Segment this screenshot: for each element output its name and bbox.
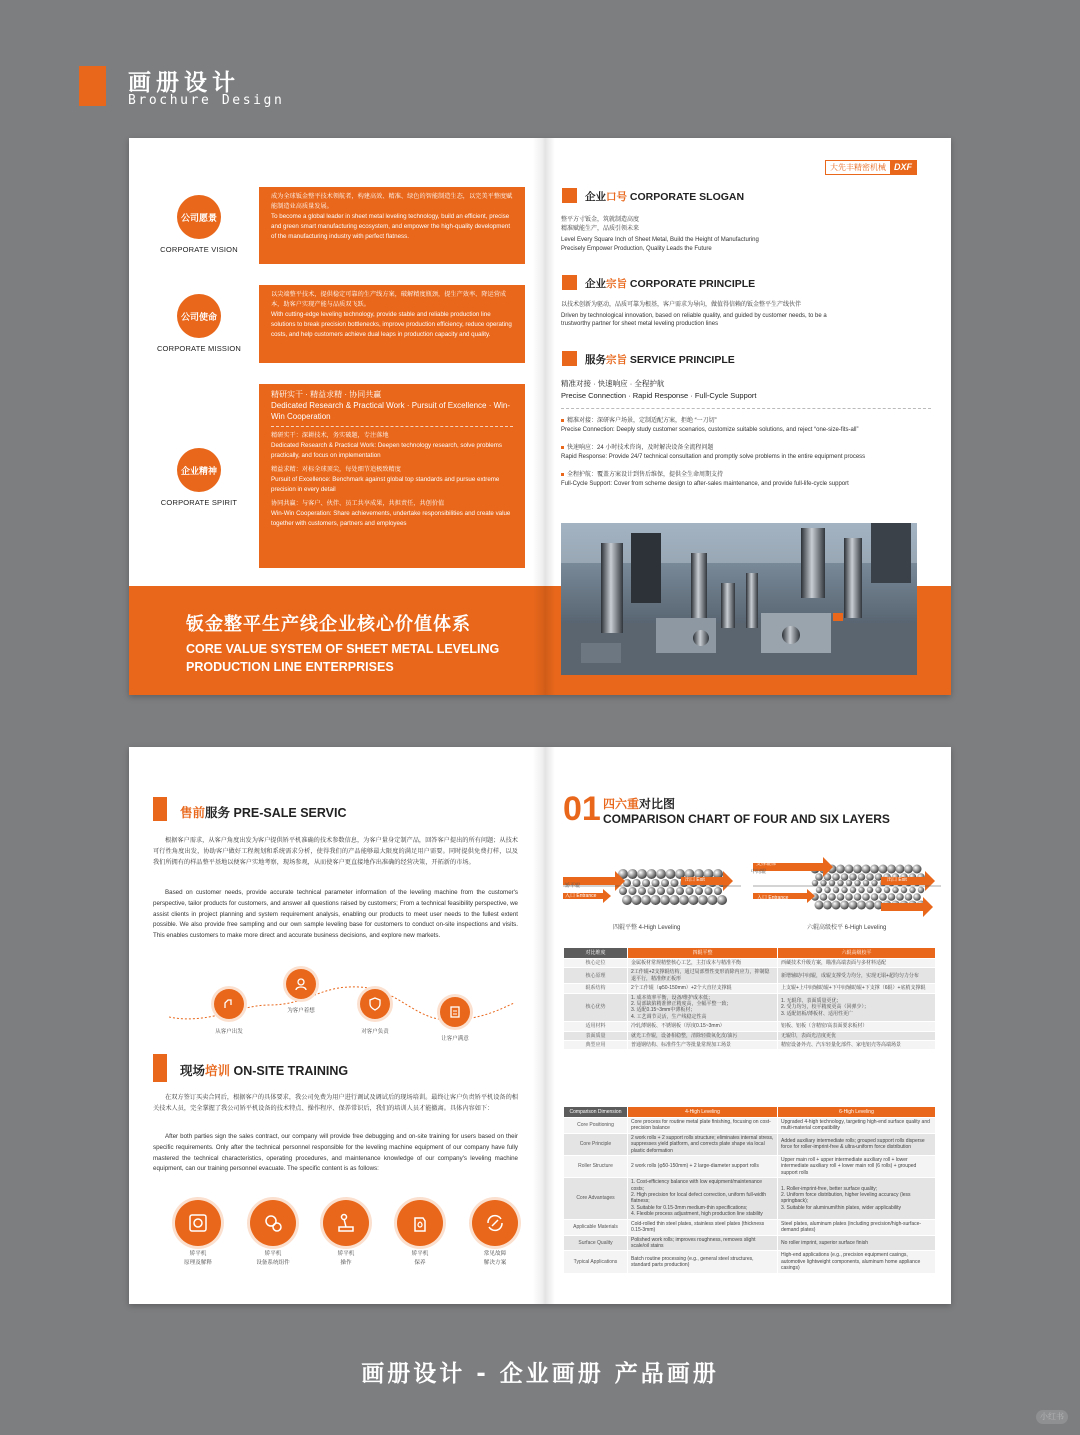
spirit-item-cn: 精研实干：深耕技术，务实破题，专注落地 [271,432,389,439]
roller-ball [905,893,913,901]
slogan-title-b: 口号 [606,191,627,203]
training-item-line1: 矫平机 [264,1251,282,1257]
roller-ball [845,865,854,874]
roller-ball [622,895,632,905]
table-header: 对比维度 [564,948,628,959]
table-cell: Surface Quality [564,1235,628,1251]
step-icon [360,989,390,1019]
training-square-icon [153,1054,167,1082]
bullet-icon [561,419,564,422]
step-label: 对客户负责 [361,1029,389,1035]
principle-title-a: 企业 [585,278,606,290]
spirit-head-cn: 精研实干 · 精益求精 · 协同共赢 [271,390,382,399]
slogan-title-a: 企业 [585,191,606,203]
roller-ball [892,887,898,893]
presale-title-b: 服务 [205,806,231,820]
spirit-head-en: Dedicated Research & Practical Work · Pursuit of Excellence · Win-Win Cooperation [271,401,511,421]
footer-caption: 画册设计 - 企业画册 产品画册 [361,1361,719,1387]
roller-ball [866,873,874,881]
table-cell: High-end applications (e.g., precision equipment casings, automotive lightweight components, aluminum home appliance casings) [778,1251,936,1273]
spirit-divider [271,426,513,427]
diagram-label-exit: 出口 Exit [887,877,907,883]
training-item-label [311,1250,381,1267]
slogan-square-icon [562,188,577,203]
vision-label: CORPORATE VISION [160,245,238,254]
roller-ball [641,895,651,905]
spirit-item-en: Dedicated Research & Practical Work: Deepen technology research, solve problems practically, and focus on implementation [271,442,502,459]
roller-ball [862,865,871,874]
presale-text-en: Based on customer needs, provide accurate technical parameter information of the leveling machine from the customer's perspective, tailor products for customers, and answer all questions raised by customers; From a technical feasibility perspective, we assist clients in project planning and system requirement analysis, enabling our products to meet user needs to the fullest extent possible. We also provide free sampling and our own sample leveling base for customers to conduct on-site inspections and visits. This enables customers to make more direct and accurate business decisions, and explore new markets. [153,889,518,940]
table-row [564,1022,936,1031]
roller-ball [815,873,823,881]
slogan-line: 精准赋能生产，品质引领未来 [561,225,640,232]
roller-ball [632,895,642,905]
table-row [564,1251,936,1273]
principle-title-b: 宗旨 [606,278,627,290]
training-text-cn: 在双方签订买卖合同后，根据客户的具体要求，我公司免费为用户进行调试及调试后的现场培训。最终让客户负责矫平机设备的相关技术人员，完全掌握了我公司矫平机设备的技术特点、操作程序、保养常识后，我们的培训人员才能撤离。具体内容如下： [153,1094,518,1112]
roller-ball [695,887,703,895]
roller-ball [840,901,849,910]
presale-square-icon [153,797,167,821]
table-header: 四辊平整 [628,948,778,959]
principle-text [561,301,827,329]
presale-title [180,803,347,821]
step-icon [214,989,244,1019]
table-cell: 普通钢结构、标准件生产等批量常规加工场景 [628,1041,778,1050]
step-icon [286,969,316,999]
roller-ball [714,887,722,895]
table-header: 6-High Leveling [778,1107,936,1118]
presale-title-a: 售前 [180,806,206,820]
roller-ball [666,869,676,879]
header-title-cn: 画册设计 [128,70,240,96]
roller-ball [904,865,913,874]
table-header: 4-High Leveling [628,1107,778,1118]
roller-ball [888,893,896,901]
roller-ball [858,887,864,893]
training-text-en: After both parties sign the sales contract, our company will provide free debugging and on-site training for users based on their specific requirements. Only after the technical personnel responsible for the leveling machine equipment of our company have fully mastered the technical characteristics, operating procedures, and maintenance knowledge of our company's leveling machine equipment, can our training personnel evacuate. The specific content is as follows: [153,1133,518,1173]
roller-ball [656,869,666,879]
table-row [564,1041,936,1050]
table-cell: 表面质量 [564,1031,628,1040]
roller-ball [837,893,845,901]
mission-text-cn: 以尖端整平技术，提供稳定可靠的生产线方案，破解精度瓶颈，提生产效率、降运营成本，助客户实现产能与品质双飞跃。 [271,291,507,308]
table-cell: Added auxiliary intermediate rolls; grouped support rolls disperse force for roller-imprint-free & ultra-uniform force distribution [778,1133,936,1155]
diagram-label-bearing: 支撑辊体 [756,861,777,867]
roller-ball [829,880,835,886]
roller-ball [679,895,689,905]
table-cell: 上支辊+上中间辅助辊+下中间辅助辊+下支撑（6辊）+底梢支撑辊 [778,984,936,993]
table-cell: 新增辅助中间辊，成辊支撑受力均分，实现无塌+超均匀力分布 [778,968,936,984]
table-row [564,1118,936,1134]
roller-ball [686,887,694,895]
roller-ball [832,873,840,881]
roller-ball [820,893,828,901]
roller-ball [705,887,713,895]
band-title-cn: 钣金整平生产线企业核心价值体系 [186,614,471,634]
roller-ball [875,887,881,893]
table-cell: Upper main roll + upper intermediate auxiliary roll + lower intermediate auxiliary roll + lower main roll (6 rolls) + grouped support rolls [778,1156,936,1178]
presale-text-cn: 根据客户需求，从客户角度出发为客户提供矫平机准确的技术参数信息，为客户量身定制产品，回答客户提出的所有问题；从技术可行性角度出发，协助客户做好工程规划和系统需求分析，使得我们的产品能够最大限度的满足用户需要。同时提供免费打样，以及我们所拥有的样品整平基地以便客户实地考察，现场参观，从而使客户更直接地作出准确的经营决策，开拓新的市场。 [153,837,518,866]
diagram-caption-6high: 六辊高级校平 6-High Leveling [807,925,887,931]
roller-ball [849,901,858,910]
roller-ball [717,895,727,905]
table-row [564,1133,936,1155]
spirit-item-cn: 精益求精：对标全球顶尖，每处细节追极致精度 [271,466,401,473]
service-item-cn: 精准对接：深研客户场景，定制适配方案，拒绝 “一刀切” [567,418,717,424]
principle-title [585,276,755,291]
roller-ball [628,869,638,879]
roller-ball [820,880,826,886]
roller-ball [901,887,907,893]
table-row [564,1178,936,1219]
principle-title-en: CORPORATE PRINCIPLE [629,278,756,290]
roller-ball [841,887,847,893]
roller-ball [651,895,661,905]
roller-ball [619,887,627,895]
training-title-b: 培训 [205,1064,231,1078]
training-item-label [385,1250,455,1267]
table-row [564,1219,936,1235]
service-item-cn: 全程护航：覆盖方案设计到售后维保，提供全生命周期支持 [567,472,724,479]
watermark: 小红书 [1036,1410,1068,1424]
slogan-line: 整平方寸钣金，筑就制造高度 [561,217,640,223]
table-cell: 核心定位 [564,959,628,968]
roller-ball [913,893,921,901]
table-cell: Core process for routine metal plate finishing, focusing on cost-precision balance [628,1118,778,1134]
table-cell: 1. 成本效率平衡，设备/维护成本低； 2. 局部缺陷精准修正精度高，全幅平整一致； 3. 适配0.15~3mm中薄板材； 4. 工艺调节灵活，生产线稳定性高 [628,993,778,1022]
service-head [561,378,757,402]
table-row [564,959,936,968]
table-cell: 典型应用 [564,1041,628,1050]
table-cell: Batch routine processing (e.g., general steel structures, standard parts production) [628,1251,778,1273]
diagram-label-exit: 出口 Exit [685,877,705,883]
training-title [180,1061,348,1079]
diagram-label-roller: 矫平辊 [565,883,581,889]
step-label: 从客户出发 [215,1029,243,1035]
chart-title-cn [603,795,675,812]
bullet-icon [561,473,564,476]
service-item [561,444,865,453]
roller-ball [879,865,888,874]
roller-ball [708,895,718,905]
band-title-en-line1: CORE VALUE SYSTEM OF SHEET METAL LEVELING [186,642,500,656]
table-header: Comparison Dimension [564,1107,628,1118]
roller-ball [867,887,873,893]
brand-mark: DXF [890,161,916,174]
roller-ball [815,901,824,910]
table-cell: Upgraded 4-high technology, targeting high-end surface quality and multi-material compatibility [778,1118,936,1134]
table-cell: 2个工作辊（φ50-150mm）+2个大直径支撑辊 [628,984,778,993]
table-header: 六辊高级校平 [778,948,936,959]
bullet-icon [561,446,564,449]
roller-ball [836,865,845,874]
roller-ball [896,893,904,901]
vision-text-cn: 成为全球钣金整平技术领航者，构建高效、精准、绿色的智能制造生态，以完美平整度赋能制造业高质量发展。 [271,193,513,210]
machinery-photo [561,523,917,675]
chart-number: 01 [563,790,601,828]
table-cell: No roller imprint, superior surface finish [778,1235,936,1251]
slogan-title-en: CORPORATE SLOGAN [629,191,745,203]
table-cell: Polished work rolls; improves roughness, removes slight scale/oil stains [628,1235,778,1251]
header-accent-block [79,66,106,106]
service-head-en: Precise Connection · Rapid Response · Full-Cycle Support [561,391,757,400]
principle-line: 以技术创新为驱动，品质可靠为根基，客户需求为导向，做值得信赖的钣金整平生产线伙伴 [561,302,802,308]
principle-line: trustworthy partner for sheet metal leveling production lines [561,321,719,328]
service-item-cn: 快速响应：24 小时技术咨询，及时解决设备全流程问题 [567,445,714,452]
repair-cycle-icon [472,1200,518,1246]
roller-ball [841,873,849,881]
training-item-line2: 保养 [414,1259,426,1266]
table-cell: Typical Applications [564,1251,628,1273]
roller-ball [629,887,637,895]
roller-ball [837,880,843,886]
table-cell: Steel plates, aluminum plates (including precision/high-surface-demand plates) [778,1219,936,1235]
roller-ball [638,887,646,895]
table-row [564,993,936,1022]
service-item-en: Rapid Response: Provide 24/7 technical consultation and promptly solve problems in the entire equipment process [561,453,866,460]
roller-ball [816,887,822,893]
training-item-line1: 常见故障 [483,1251,507,1257]
service-title [585,352,735,367]
roller-ball [698,895,708,905]
table-cell: 1. 无辊印、表面质量更优； 2. 受力均匀，校平精度更高（回弹少）； 3. 适配铝板/薄板材、适用性更广 [778,993,936,1022]
table-cell: Cold-rolled thin steel plates, stainless steel plates (thickness 0.15-3mm) [628,1219,778,1235]
service-square-icon [562,351,577,366]
principle-square-icon [562,275,577,290]
roller-ball [850,887,856,893]
spirit-label: CORPORATE SPIRIT [160,498,238,507]
table-cell: 就光工作辊，设备相稳整，清除轻微氧化皮/油污 [628,1031,778,1040]
brochure-spread-services [129,747,951,1304]
service-head-cn: 精准对接 · 快速响应 · 全程护航 [561,379,665,388]
vision-badge: 公司愿景 [177,195,221,239]
presale-title-en: PRE-SALE SERVIC [233,806,347,820]
mission-box [259,285,525,363]
table-cell: Core Positioning [564,1118,628,1134]
roller-ball [689,895,699,905]
table-row [564,1031,936,1040]
table-row [564,1235,936,1251]
table-cell: 辊系结构 [564,984,628,993]
step-label: 让客户满意 [441,1036,469,1042]
roller-ball [918,887,924,893]
training-item-label [238,1250,308,1267]
roller-ball [853,865,862,874]
header-title-en: Brochure Design [128,93,285,108]
roller-ball [812,880,818,886]
table-cell: 2 work rolls + 2 support rolls structure; eliminates internal stress, suppresses yield platform, and corrects plate shape via local plastic deformation [628,1133,778,1155]
diagram-label-entry: 入口 Entrance [757,895,789,901]
diagram-label-entry: 入口 Entrance [565,893,597,899]
roller-ball [870,865,879,874]
service-divider [561,408,931,409]
roller-ball [866,901,875,910]
joystick-icon [323,1200,369,1246]
roller-ball [667,887,675,895]
table-cell: 冷轧薄钢板、不锈钢板（厚度0.15~3mm） [628,1022,778,1031]
roller-ball [896,865,905,874]
roller-ball [857,901,866,910]
roller-diagram [563,853,941,945]
spirit-box [259,384,525,568]
training-title-a: 现场 [180,1064,206,1078]
spirit-badge: 企业精神 [177,448,221,492]
training-item-line1: 矫平机 [411,1251,429,1257]
table-cell: 铝板、铝板（含精密/高表面要求板材） [778,1022,936,1031]
chart-title-a: 四六重 [603,797,640,811]
roller-ball [824,887,830,893]
roller-ball [884,887,890,893]
service-item-en: Full-Cycle Support: Cover from scheme design to after-sales maintenance, and provide full-life-cycle support [561,480,849,487]
training-item-line2: 解决方案 [483,1259,507,1266]
service-item [561,417,865,426]
diagram-caption-4high: 四辊平整 4-High Leveling [613,925,681,931]
table-cell: 核心优势 [564,993,628,1022]
roller-ball [648,887,656,895]
band-title-en-line2: PRODUCTION LINE ENTERPRISES [186,660,394,674]
roller-ball [637,869,647,879]
table-cell: 1. Roller-imprint-free, better surface quality; 2. Uniform force distribution, higher leveling accuracy (less springback); 3. Suitable for aluminum/thin plates, wider applicability [778,1178,936,1219]
principle-line: Driven by technological innovation, based on reliable quality, and guided by customer needs, to be a [561,312,827,319]
training-item-line2: 设备系统组件 [256,1259,290,1266]
comparison-table-cn [563,947,936,1050]
roller-ball [871,893,879,901]
roller-ball [849,873,857,881]
slogan-line: Level Every Square Inch of Sheet Metal, Build the Height of Manufacturing [561,237,759,244]
step-label: 为客户着想 [287,1008,315,1014]
table-cell: 精密设备外壳、汽车轻量化部件、家电铝壳等高端场景 [778,1041,936,1050]
gears-icon [250,1200,296,1246]
table-cell: Roller Structure [564,1156,628,1178]
table-cell: 核心原理 [564,968,628,984]
roller-ball [657,887,665,895]
diagram-label-bearing: 支撑辊体 [565,866,586,872]
roller-ball [854,893,862,901]
roller-ball [858,873,866,881]
service-item-en: Precise Connection: Deeply study customer scenarios, customize suitable solutions, and reject “one-size-fits-all” [561,426,859,433]
roller-ball [676,887,684,895]
table-row [564,984,936,993]
spirit-item-en: Win-Win Cooperation: Share achievements, undertake responsibilities and create value together with customers, partners and employees [271,510,511,527]
table-row [564,1156,936,1178]
chart-title-b: 对比图 [639,797,676,811]
vision-text-en: To become a global leader in sheet metal leveling technology, build an efficient, precise and green smart manufacturing ecosystem, and empower the high-quality development of the manufacturing industry with perfect flatness. [271,213,511,240]
roller-ball [879,893,887,901]
table-cell: 金属板材常规精整核心工艺，主打成本与精准平衡 [628,959,778,968]
roller-ball [828,893,836,901]
training-item-label [460,1250,530,1267]
comparison-table-en [563,1106,936,1274]
roller-ball [833,887,839,893]
brand-name: 大先丰精密机械 [830,163,886,172]
page-fold-shadow [533,747,555,1304]
oil-can-icon [397,1200,443,1246]
roller-ball [871,880,877,886]
roller-ball [846,880,852,886]
table-cell: 无辊印，表面光洁度更优 [778,1031,936,1040]
slogan-line: Precisely Empower Production, Quality Leads the Future [561,245,712,252]
mission-text-en: With cutting-edge leveling technology, provide stable and reliable production line solutions to break precision bottlenecks, improve production efficiency, reduce operating costs, and help customers achieve dual leaps in production capacity and quality. [271,311,512,338]
band-title-en [186,640,499,676]
training-item-line1: 矫平机 [189,1251,207,1257]
gear-box-icon [175,1200,221,1246]
brand-logo [825,160,917,175]
roller-ball [913,865,922,874]
roller-ball [854,880,860,886]
table-cell: Core Principle [564,1133,628,1155]
slogan-title [585,189,744,204]
roller-ball [832,901,841,910]
service-title-a: 服务 [585,354,606,366]
training-item-label [163,1250,233,1267]
vision-box [259,187,525,264]
training-item-line1: 矫平机 [337,1251,355,1257]
slogan-text [561,216,759,253]
table-row [564,968,936,984]
training-item-line2: 操作 [340,1259,352,1266]
table-cell: Applicable Materials [564,1219,628,1235]
table-cell: 2 work rolls (φ50-150mm) + 2 large-diameter support rolls [628,1156,778,1178]
brochure-spread-core-values [129,138,951,695]
chart-title-en: COMPARISON CHART OF FOUR AND SIX LAYERS [603,812,890,826]
spirit-item-cn: 协同共赢：与客户、伙伴、员工共享成果，共担责任，共创价值 [271,500,445,507]
table-cell: Core Advantages [564,1178,628,1219]
roller-ball [670,895,680,905]
table-cell: 1. Cost-efficiency balance with low equipment/maintenance costs; 2. High precision for local defect correction, uniform full-width flatness; 3. Suitable for 0.15-3mm medium-thin specifications; 4. Flexible process adjustment, high production line stability [628,1178,778,1219]
roller-ball [863,880,869,886]
roller-ball [647,869,657,879]
table-cell: 2工作辊+2支撑辊结构，通过局部塑性变形消除内应力，抑制隐退平行，精准修正板形 [628,968,778,984]
roller-ball [862,893,870,901]
mission-label: CORPORATE MISSION [156,344,242,353]
roller-ball [887,865,896,874]
training-title-en: ON-SITE TRAINING [233,1064,349,1078]
service-title-b: 宗旨 [606,354,627,366]
training-item-line2: 原理及解释 [184,1259,212,1266]
table-cell: 适用材料 [564,1022,628,1031]
service-title-en: SERVICE PRINCIPLE [629,354,735,366]
roller-ball [660,895,670,905]
roller-ball [823,901,832,910]
mission-badge: 公司使命 [177,294,221,338]
spirit-item-en: Pursuit of Excellence: Benchmark against global top standards and pursue extreme precision in every detail [271,476,500,493]
table-cell: 西蔵技术升级方案，瞄准高端表面与多材料适配 [778,959,936,968]
roller-ball [845,893,853,901]
roller-ball [909,887,915,893]
step-icon [440,997,470,1027]
service-item [561,471,865,480]
diagram-label-intermediate: 中间辊 [751,869,767,875]
service-items [561,417,865,489]
